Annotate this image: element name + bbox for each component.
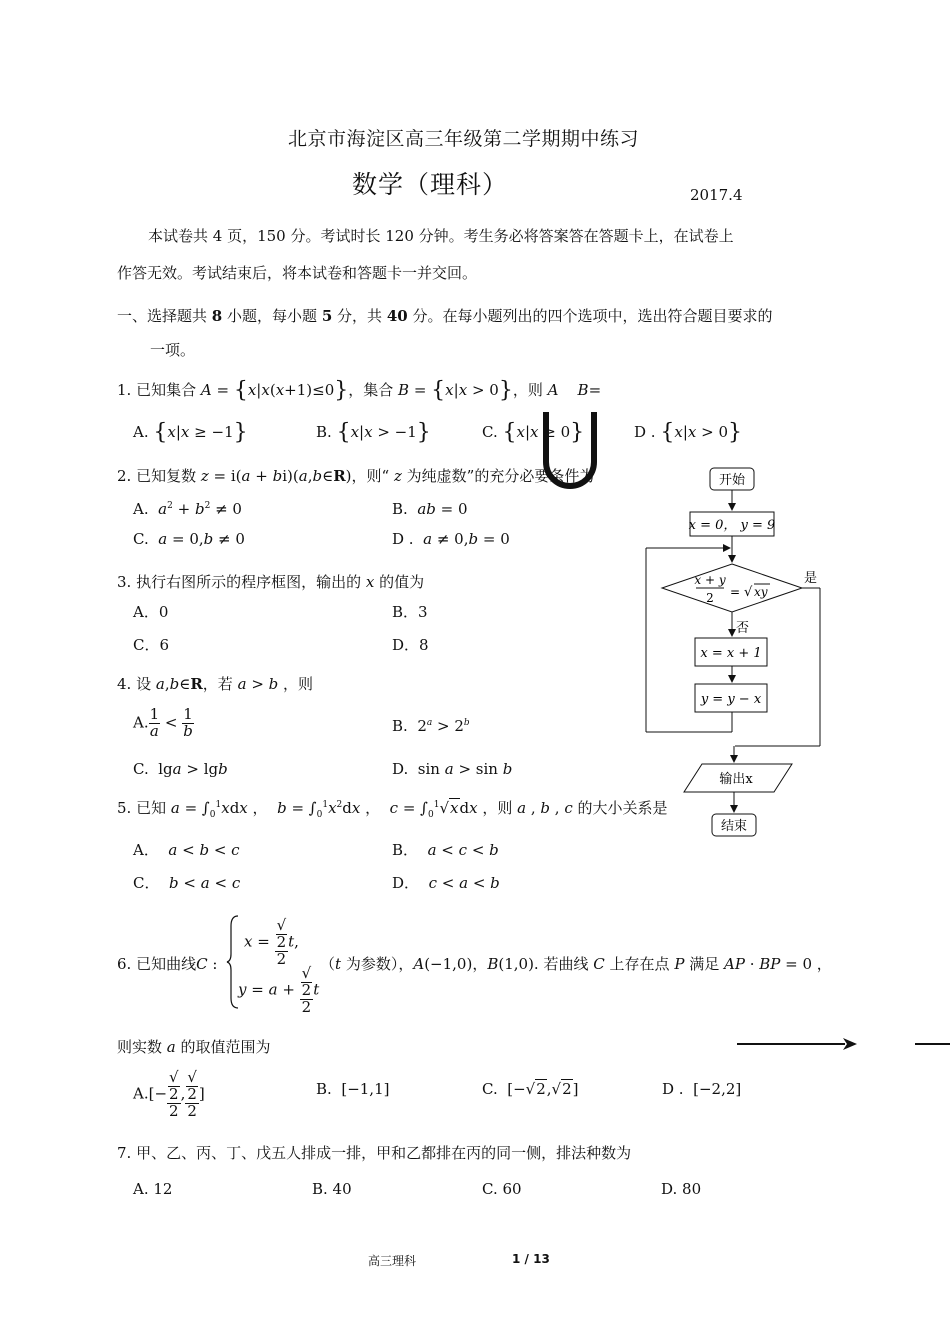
page-number: 1 / 13 [512,1252,550,1266]
question-4: 4. 设 a,b∈R，若 a > b ，则 [117,675,314,693]
q2-option-b: B. ab = 0 [392,500,468,518]
q1-option-b: B. {x|x > −1} [316,420,431,445]
question-7: 7. 甲、乙、丙、丁、戊五人排成一排，甲和乙都排在丙的同一侧，排法种数为 [117,1144,632,1162]
q5-option-a: A． a < b < c [133,841,240,859]
q1-option-a: A. {x|x ≥ −1} [133,420,248,445]
q4-option-c: C. lga > lgb [133,760,228,778]
equation-y: y = a + √ 2 2 t [238,964,320,1016]
svg-text:√: √ [744,585,753,600]
q3-option-d: D．8 [392,636,429,654]
q4-option-a: A. $\frac{1}{a}$ < $\frac{1}{b}$ [133,705,193,740]
union-symbol [538,410,602,504]
question-6-line-2: 则实数 a 的取值范围为 [117,1038,271,1056]
arrow-graphic [735,1036,950,1052]
section-heading: 一、选择题共 8 小题，每小题 5 分，共 40 分。在每小题列出的四个选项中，选出符合题目要求的 [117,307,773,325]
flow-end-text: 结束 [720,819,748,834]
q6-option-b: B. [−1,1] [316,1080,390,1098]
flow-init-text: x = 0， y = 9 [688,518,776,533]
flow-output-text: 输出x [719,772,753,787]
page-title: 北京市海淀区高三年级第二学期期中练习 [288,128,640,150]
svg-text:x + y: x + y [694,573,726,587]
flow-step1-text: x = x + 1 [700,646,762,661]
q3-option-a: A．0 [133,603,169,621]
question-1: 1. 已知集合 A = {x|x(x+1)≤0}，集合 B = {x|x > 0}，则 A B= [117,378,602,403]
q7-option-c: C. 60 [482,1180,522,1198]
flow-start-text: 开始 [718,473,746,488]
q2-option-a: A. $a^2 + b^2 \ne 0$ [133,500,242,518]
question-6-text: （t 为参数），A(−1,0)，B(1,0). 若曲线 C 上存在点 P 满足 AP · BP = 0 ， [320,955,832,973]
q6-option-c: C. [−√2,√2] [482,1080,579,1098]
flowchart [640,460,830,844]
svg-text:2: 2 [706,591,714,605]
svg-text:xy: xy [754,585,768,599]
flow-no-label: 否 [736,621,750,636]
q3-option-b: B．3 [392,603,428,621]
flow-yes-label: 是 [804,571,818,586]
footer-label: 高三理科 [368,1254,417,1268]
question-6-label: 6. 已知曲线C : [117,955,218,973]
q7-option-b: B. 40 [312,1180,352,1198]
intro-line-1: 本试卷共 4 页，150 分。考试时长 120 分钟。考生务必将答案答在答题卡上，在试卷上 [148,227,734,245]
q7-option-d: D. 80 [661,1180,702,1198]
q2-option-d: D . a ≠ 0,b = 0 [392,530,510,548]
intro-line-2: 作答无效。考试结束后，将本试卷和答题卡一并交回。 [117,264,478,282]
question-5: 5. 已知 $a = \int_0^1xdx$ ， $b = \int_0^1x^2dx$ ， $c = \int_0^1√xdx$ ，则 a , b , c 的大小关系是 [117,799,668,820]
q4-option-d: D. sin a > sin b [392,760,513,778]
q5-option-b: B． a < c < b [392,841,499,859]
question-3: 3. 执行右图所示的程序框图，输出的 x 的值为 [117,573,425,591]
question-2: 2. 已知复数 z = i(a + bi)(a,b∈R)，则“ z 为纯虚数”的充分必要条件为 [117,467,595,485]
q3-option-c: C．6 [133,636,170,654]
flow-step2-text: y = y − x [700,692,762,707]
section-heading-line-2: 一项。 [150,341,196,359]
q5-option-c: C． b < a < c [133,874,241,892]
q1-option-d: D . {x|x > 0} [634,420,742,445]
q7-option-a: A. 12 [133,1180,173,1198]
q2-option-c: C. a = 0,b ≠ 0 [133,530,245,548]
equation-x: x = √ 2 2 t, [244,916,299,968]
q6-option-d: D . [−2,2] [662,1080,742,1098]
q4-option-b: B. $2^a > 2^b$ [392,717,470,735]
q1-option-c: C. {x|x ≥ 0} [482,420,585,445]
q6-option-a: A.[− √ 2 2 , √ 2 2 ] [133,1068,205,1120]
exam-date: 2017.4 [690,186,743,204]
subject-title: 数学（理科） [352,170,509,199]
q5-option-d: D． c < a < b [392,874,500,892]
svg-text:=: = [730,585,741,599]
